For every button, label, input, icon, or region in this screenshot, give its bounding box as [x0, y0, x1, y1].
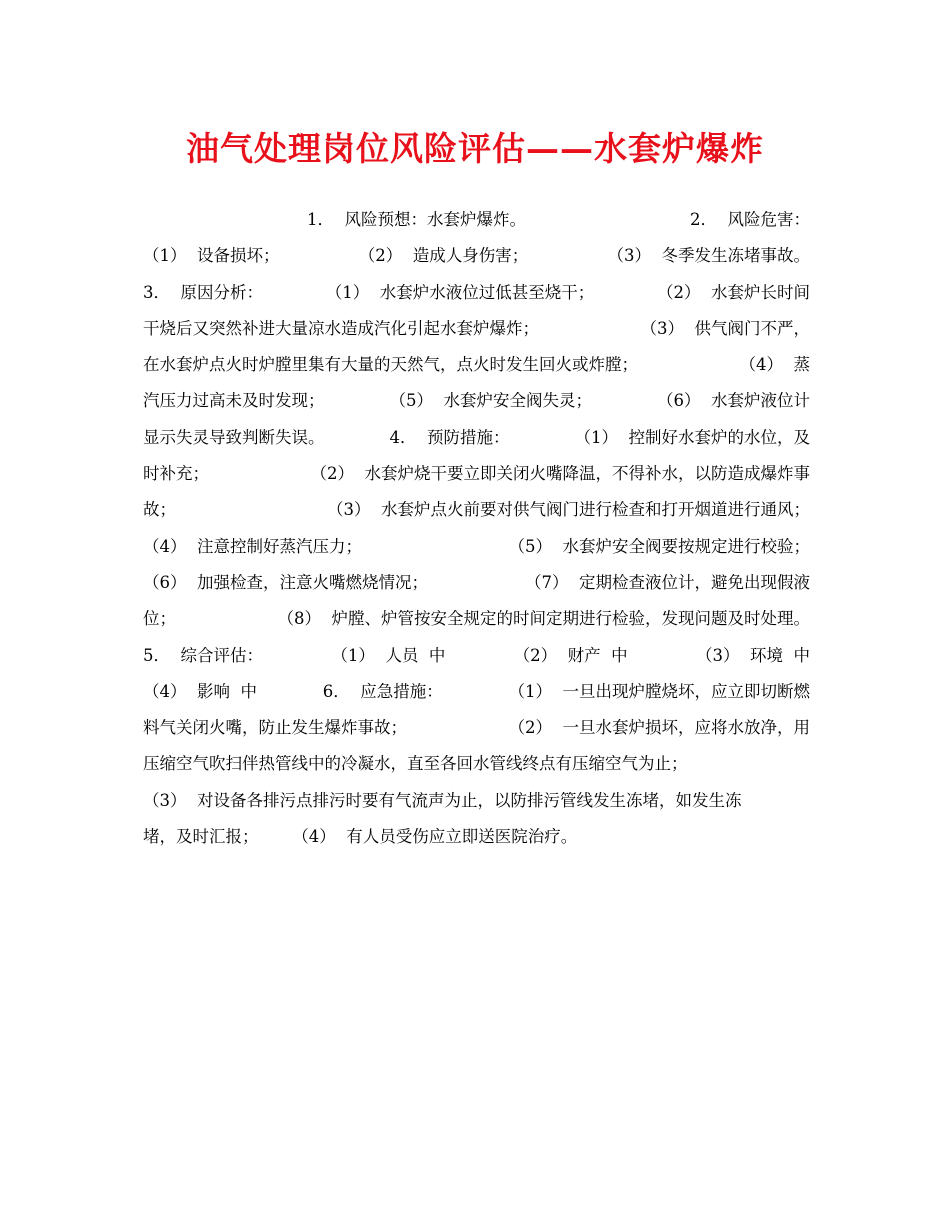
- text-segment: 时补充；: [143, 464, 209, 484]
- text-segment: （2） 造成人身伤害；: [358, 246, 529, 266]
- text-line: [143, 638, 810, 674]
- text-segment: （5） 水套炉安全阀失灵；: [389, 391, 592, 411]
- text-segment: （3） 水套炉点火前要对供气阀门进行检查和打开烟道进行通风；: [327, 500, 810, 520]
- text-segment: 堵，及时汇报；: [143, 827, 259, 847]
- text-line: [143, 819, 810, 855]
- text-line: [143, 492, 810, 528]
- text-segment: （6） 加强检查，注意火嘴燃烧情况；: [143, 572, 428, 592]
- text-segment: 6． 应急措施：: [322, 681, 443, 701]
- text-line: [143, 202, 810, 238]
- text-segment: 3． 原因分析：: [143, 282, 263, 302]
- text-segment: 干烧后又突然补进大量凉水造成汽化引起水套炉爆炸；: [143, 318, 539, 338]
- text-segment: 1． 风险预想：水套炉爆炸。: [307, 210, 526, 229]
- text-segment: （1） 设备损坏；: [143, 246, 280, 266]
- text-segment: 2． 风险危害：: [690, 210, 810, 229]
- text-segment: （1） 水套炉水液位过低甚至烧干；: [325, 282, 595, 302]
- text-line: [143, 420, 810, 456]
- text-segment: （1） 控制好水套炉的水位，及: [574, 427, 810, 447]
- text-line: [143, 275, 810, 311]
- text-segment: （3） 对设备各排污点排污时要有气流声为止，以防排污管线发生冻堵，如发生冻: [143, 790, 742, 810]
- text-segment: （4） 有人员受伤应立即送医院治疗。: [300, 827, 578, 847]
- text-line: [143, 311, 810, 347]
- text-line: [143, 710, 810, 746]
- text-segment: 故；: [143, 500, 176, 520]
- text-segment: 压缩空气吹扫伴热管线中的冷凝水，直至各回水管线终点有压缩空气为止；: [143, 754, 688, 774]
- text-line: [143, 456, 810, 492]
- text-segment: （3） 环境 中: [696, 645, 810, 665]
- text-segment: 位；: [143, 609, 176, 629]
- text-line: [143, 674, 810, 710]
- text-line: [143, 383, 810, 419]
- text-segment: （4） 蒸: [739, 355, 810, 375]
- text-segment: （4） 注意控制好蒸汽压力；: [143, 536, 362, 556]
- text-segment: 4． 预防措施：: [389, 427, 510, 447]
- text-segment: 料气关闭火嘴，防止发生爆炸事故；: [143, 718, 407, 738]
- text-segment: （6） 水套炉液位计: [657, 391, 810, 411]
- text-segment: （5） 水套炉安全阀要按规定进行校验；: [508, 536, 810, 556]
- text-segment: 在水套炉点火时炉膛里集有大量的天然气，点火时发生回火或炸膛；: [143, 355, 638, 375]
- text-segment: 5． 综合评估：: [143, 645, 263, 665]
- text-line: [143, 238, 810, 274]
- text-segment: （3） 冬季发生冻堵事故。: [607, 246, 810, 266]
- text-segment: （1） 一旦出现炉膛烧坏，应立即切断燃: [508, 681, 810, 701]
- document-body: [143, 202, 810, 855]
- text-segment: （2） 财产 中: [513, 645, 628, 665]
- text-segment: 汽压力过高未及时发现；: [143, 391, 325, 411]
- text-segment: （7） 定期检查液位计，避免出现假液: [525, 572, 810, 592]
- document-title: 油气处理岗位风险评估——水套炉爆炸: [186, 129, 764, 168]
- text-line: [143, 529, 810, 565]
- text-segment: （2） 水套炉长时间: [657, 282, 810, 302]
- text-segment: （2） 水套炉烧干要立即关闭火嘴降温，不得补水，以防造成爆炸事: [310, 464, 810, 484]
- text-line: [143, 565, 810, 601]
- text-segment: 显示失灵导致判断失误。: [143, 427, 325, 447]
- text-segment: （3） 供气阀门不严，: [640, 318, 810, 338]
- text-line: [143, 746, 810, 782]
- text-segment: （1） 人员 中: [331, 645, 446, 665]
- text-segment: （8） 炉膛、炉管按安全规定的时间定期进行检验，发现问题及时处理。: [277, 609, 810, 629]
- text-segment: （2） 一旦水套炉损坏，应将水放净，用: [508, 718, 810, 738]
- text-line: [143, 347, 810, 383]
- text-segment: （4） 影响 中: [143, 681, 257, 701]
- text-line: [143, 783, 810, 819]
- text-line: [143, 601, 810, 637]
